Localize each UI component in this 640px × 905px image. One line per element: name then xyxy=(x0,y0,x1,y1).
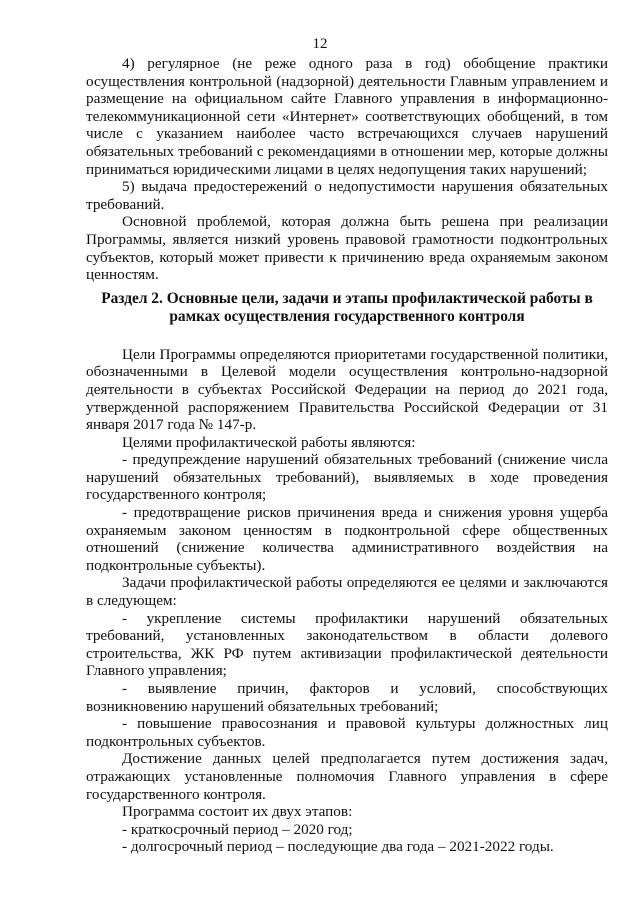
paragraph-goal-prevention: - предупреждение нарушений обязательных требований (снижение числа нарушений обязательных требований), выявляемых в ходе проведения государственного контроля; xyxy=(86,451,608,504)
paragraph-stage-short: - краткосрочный период – 2020 год; xyxy=(122,820,353,838)
paragraph-main-problem: Основной проблемой, которая должна быть решена при реализации Программы, является низкий уровень правовой грамотности подконтрольных субъектов, который может привести к причинению вреда охраняемым законом ценностям. xyxy=(86,213,608,284)
page-number: 12 xyxy=(312,36,328,52)
paragraph-task-strengthen: - укрепление системы профилактики нарушений обязательных требований, установленных законодательством в области долевого строительства, ЖК РФ путем активизации профилактической деятельности Главного управления; xyxy=(86,609,608,680)
paragraph-goal-risk: - предотвращение рисков причинения вреда и снижения уровня ущерба охраняемым законом ценностям в подконтрольной сфере общественных отношений (снижение количества административного воздействия на подконтрольные субъекты). xyxy=(86,504,608,574)
paragraph-tasks-intro: Задачи профилактической работы определяются ее целями и заключаются в следующем: xyxy=(86,574,608,610)
paragraph-task-awareness: - повышение правосознания и правовой культуры должностных лиц подконтрольных субъектов. xyxy=(86,715,608,750)
document-body xyxy=(86,55,608,856)
section-heading-line-1: Раздел 2. Основные цели, задачи и этапы профилактической работы в xyxy=(101,289,593,307)
paragraph-item-5: 5) выдача предостережений о недопустимости нарушения обязательных требований. xyxy=(86,178,608,213)
paragraph-achievement: Достижение данных целей предполагается путем достижения задач, отражающих установленные полномочия Главного управления в сфере государственного контроля. xyxy=(86,750,608,803)
section-heading-line-2: рамках осуществления государственного контроля xyxy=(169,307,525,325)
paragraph-goals-are: Целями профилактической работы являются: xyxy=(122,433,416,451)
paragraph-stages-intro: Программа состоит их двух этапов: xyxy=(122,803,353,821)
paragraph-task-identify: - выявление причин, факторов и условий, способствующих возникновению нарушений обязательных требований; xyxy=(86,680,608,715)
paragraph-item-4: 4) регулярное (не реже одного раза в год) обобщение практики осуществления контрольной (надзорной) деятельности Главным управлением и размещение на официальном сайте Главного управления в информационно-телекоммуникационной сети «Интернет» соответствующих обобщений, в том числе с указанием наиболее часто встречающихся случаев нарушений обязательных требований с рекомендациями в отношении мер, которые должны приниматься юридическими лицами в целях недопущения таких нарушений; xyxy=(86,55,608,178)
paragraph-goals-intro: Цели Программы определяются приоритетами государственной политики, обозначенными в Целевой модели осуществления контрольно-надзорной деятельности в субъектах Российской Федерации на период до 2021 года, утвержденной распоряжением Правительства Российской Федерации от 31 января 2017 года № 147-р. xyxy=(86,345,608,434)
section-heading xyxy=(86,290,608,326)
paragraph-stage-long: - долгосрочный период – последующие два года – 2021-2022 годы. xyxy=(122,838,554,856)
